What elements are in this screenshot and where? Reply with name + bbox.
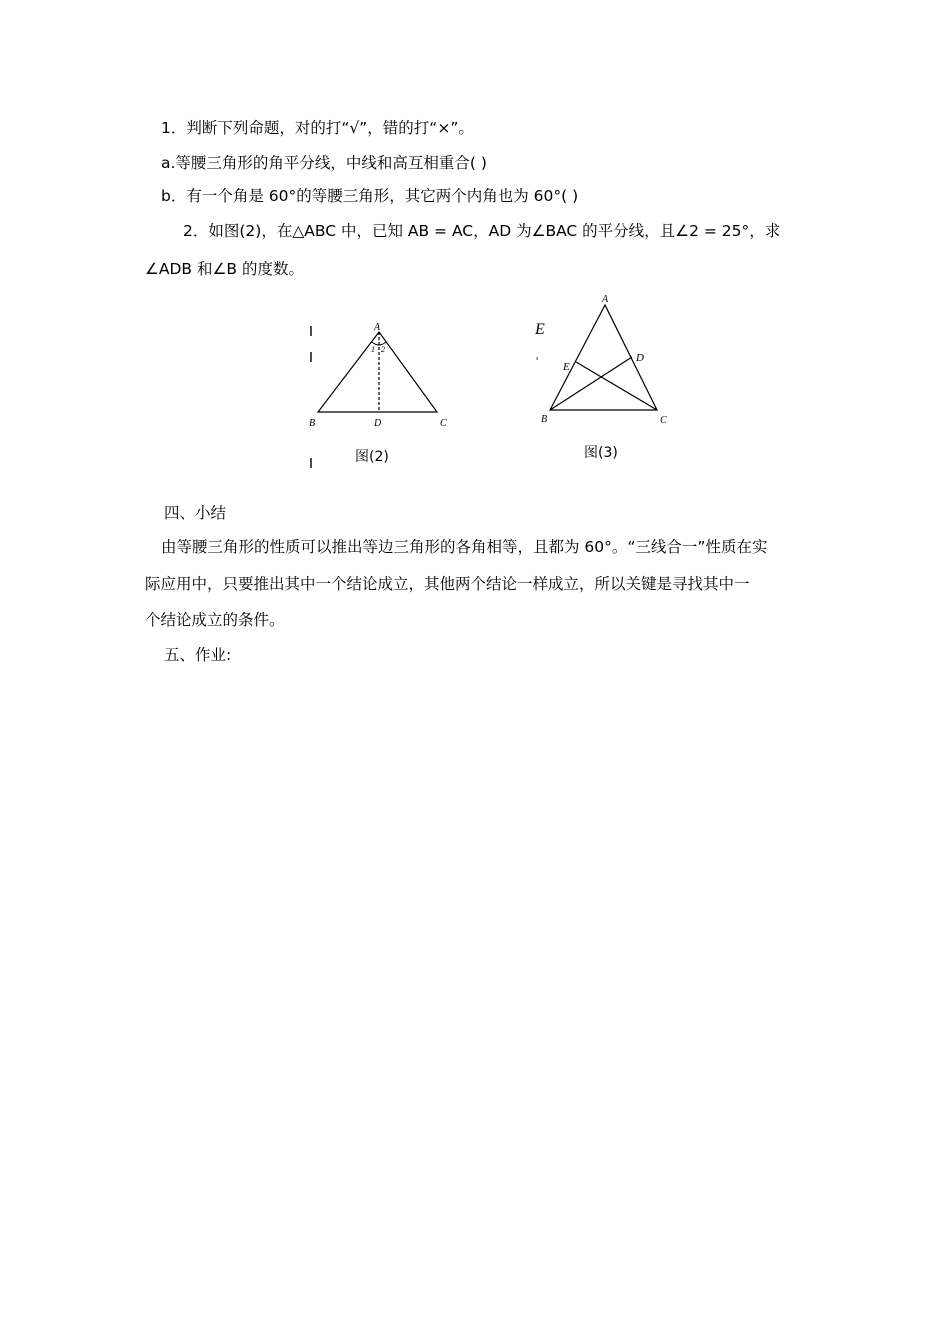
label-a: A	[374, 322, 381, 333]
label-b: B	[309, 418, 316, 429]
q2-line2: ∠ADB 和∠B 的度数。	[145, 260, 304, 278]
figure-3	[530, 290, 680, 430]
homework-heading: 五、作业:	[164, 646, 232, 664]
label-c: C	[440, 418, 447, 429]
figure-2-caption: 图(2)	[355, 449, 389, 465]
label-e-large: E	[535, 321, 545, 338]
q1-item-a: a.等腰三角形的角平分线，中线和高互相重合( )	[161, 154, 487, 172]
label-c: C	[660, 415, 667, 426]
label-angle2: 2	[381, 345, 385, 354]
label-e: E	[563, 361, 570, 373]
q1-item-b: b．有一个角是 60°的等腰三角形，其它两个内角也为 60°( )	[161, 187, 579, 205]
label-d: D	[636, 352, 644, 364]
q1-title: 1．判断下列命题，对的打“√”，错的打“×”。	[161, 119, 474, 137]
label-b: B	[541, 414, 548, 425]
q2-line1: 2．如图(2)，在△ABC 中，已知 AB = AC，AD 为∠BAC 的平分线，且∠2 = 25°，求	[183, 222, 781, 240]
figure-3-caption: 图(3)	[584, 445, 618, 461]
triangle-abc	[318, 332, 437, 412]
summary-heading: 四、小结	[164, 504, 227, 522]
label-angle1: 1	[371, 345, 375, 354]
label-a: A	[602, 294, 609, 305]
summary-line3: 个结论成立的条件。	[145, 611, 285, 629]
summary-line2: 际应用中，只要推出其中一个结论成立，其他两个结论一样成立，所以关键是寻找其中一	[145, 575, 750, 593]
label-s: s	[536, 356, 539, 362]
label-d: D	[374, 418, 382, 429]
summary-line1: 由等腰三角形的性质可以推出等边三角形的各角相等，且都为 60°。“三线合一”性质在实	[161, 538, 768, 556]
figure-3-diagram	[530, 290, 680, 430]
